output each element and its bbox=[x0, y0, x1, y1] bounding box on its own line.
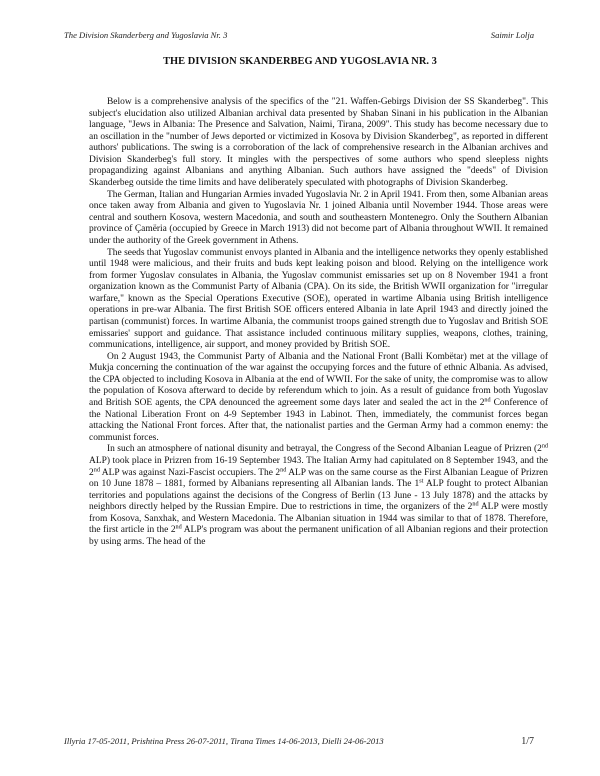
paragraph-text: The German, Italian and Hungarian Armies invaded Yugoslavia Nr. 2 in April 1941. From then, some Albanian areas once taken away from Albania and given to Yugoslavia Nr. 1 joined Albania until November 1944. Those areas were central and southern Kosova, western Macedonia, and south and southeastern Montenegro. Only the Southern Albanian province of Çamëria (occupied by Greece in March 1913) did not become part of Albania throughout WWII. It remained under the authority of the Greek government in Athens. bbox=[89, 189, 548, 246]
paragraph-text: ALP's program was about the permanent unification of all Albanian regions and their protection by using arms. The head of the bbox=[89, 525, 548, 547]
paragraph-text: In such an atmosphere of national disunity and betrayal, the Congress of the Second Albanian League of Prizren (2 bbox=[107, 444, 542, 455]
paragraph-text: The seeds that Yugoslav communist envoys planted in Albania and the intelligence networks they openly established until 1948 were malicious, and their fruits and buds kept leaking poison and blood. Relying on the intelligence work from former Yugoslav consulates in Albania, the Yugoslav communist emissaries set up on 8 November 1941 a front organization known as the Communist Party of Albania (CPA). On its side, the British WWII organization for "irregular warfare," known as the Special Operations Executive (SOE), operated in wartime Albania using British intelligence operations in pre-war Albania. The first British SOE officers entered Albania in late April 1943 and directly joined the partisan (communist) forces. In wartime Albania, the communist troops gained strength due to Yugoslav and British SOE emissaries' support and guidance. That assistance included continuous military supplies, weapons, clothes, training, communications, intelligence, air support, and money provided by British SOE. bbox=[89, 247, 548, 351]
paragraph-text: Conference of the National Liberation Front on 4-9 September 1943 in Labinot. Then, immediately, the communist forces began attacking the National Front forces. After that, the nationalist parties and the German Army had a common enemy: the communist forces. bbox=[89, 398, 548, 443]
page-header bbox=[64, 30, 534, 42]
article-body bbox=[89, 97, 548, 549]
footer-publications: Illyria 17-05-2011, Prishtina Press 26-07-2011, Tirana Times 14-06-2013, Dielli 24-06-2013 bbox=[64, 736, 384, 746]
ordinal-superscript: nd bbox=[484, 396, 491, 404]
paragraph-text: Below is a comprehensive analysis of the specifics of the "21. Waffen-Gebirgs Division der SS Skanderbeg". This subject's elucidation also utilized Albanian archival data presented by Shaban Sinani in his publication in the Albanian language, "Jews in Albania: The Presence and Salvation, Naimi, Tirana, 2009". This study has become necessary due to an oscillation in the "number of Jews deported or victimized in Kosova by Division Skanderbeg", as reported in different authors' publications. The swing is a corroboration of the lack of comprehensive research in the Albanian archives and Division Skanderbeg's full story. It mingles with the perspectives of some authors who spend sleepless nights propagandizing against Albanians and anything Albanian. Such authors have assigned the "deeds" of Division Skanderbeg outside the time limits and have deliberately speculated with photographs of Division Skanderbeg. bbox=[89, 97, 548, 189]
paragraph-text: ALP fought to protect Albanian territories and populations against the decisions of the Congress of Berlin (13 June - 13 July 1878) and the attacks by neighbors directly helped by the Russian Empire. Due to restrictions in time, the organizers of the 2 bbox=[89, 479, 548, 513]
ordinal-superscript: nd bbox=[93, 465, 100, 473]
paragraph bbox=[89, 248, 548, 352]
page-footer bbox=[64, 736, 534, 750]
ordinal-superscript: st bbox=[419, 477, 424, 485]
paragraph bbox=[89, 444, 548, 548]
paragraph-text: ALP were mostly from Kosova, Sanxhak, and Western Macedonia. The Albanian situation in 1944 was similar to that of 1878. Therefore, the first article in the 2 bbox=[89, 502, 548, 536]
paragraph-text: On 2 August 1943, the Communist Party of Albania and the National Front (Balli Kombëtar) met at the village of Mukja concerning the continuation of the war against the occupying forces and the future of ethnic Albania. As advised, the CPA objected to including Kosova in Albania at the end of WWII. For the sake of unity, the compromise was to allow the population of Kosova afterward to decide by referendum which to join. As a result of guidance from both Yugoslav and British SOE agents, the CPA denounced the agreement some days later and sealed the act in the 2 bbox=[89, 351, 548, 409]
ordinal-superscript: nd bbox=[541, 442, 548, 450]
paragraph bbox=[89, 97, 548, 190]
page-number: 1/7 bbox=[521, 736, 534, 747]
paragraph bbox=[89, 352, 548, 445]
paragraph-text: ALP was on the same course as the First Albanian League of Prizren on 10 June 1878 – 1881, formed by Albanians representing all Albanian lands. The 1 bbox=[89, 467, 548, 490]
page-title: THE DIVISION SKANDERBEG AND YUGOSLAVIA NR. 3 bbox=[163, 56, 437, 67]
header-author: Saimir Lolja bbox=[490, 30, 534, 40]
paragraph-text: ALP) took place in Prizren from 16-19 September 1943. The Italian Army had capitulated on 8 September 1943, and the 2 bbox=[89, 455, 548, 478]
paragraph bbox=[89, 190, 548, 248]
ordinal-superscript: nd bbox=[472, 500, 479, 508]
ordinal-superscript: nd bbox=[175, 523, 182, 531]
header-document-title: The Division Skanderberg and Yugoslavia Nr. 3 bbox=[64, 30, 228, 40]
ordinal-superscript: nd bbox=[280, 465, 287, 473]
paragraph-text: ALP was against Nazi-Fascist occupiers. The 2 bbox=[99, 467, 281, 478]
